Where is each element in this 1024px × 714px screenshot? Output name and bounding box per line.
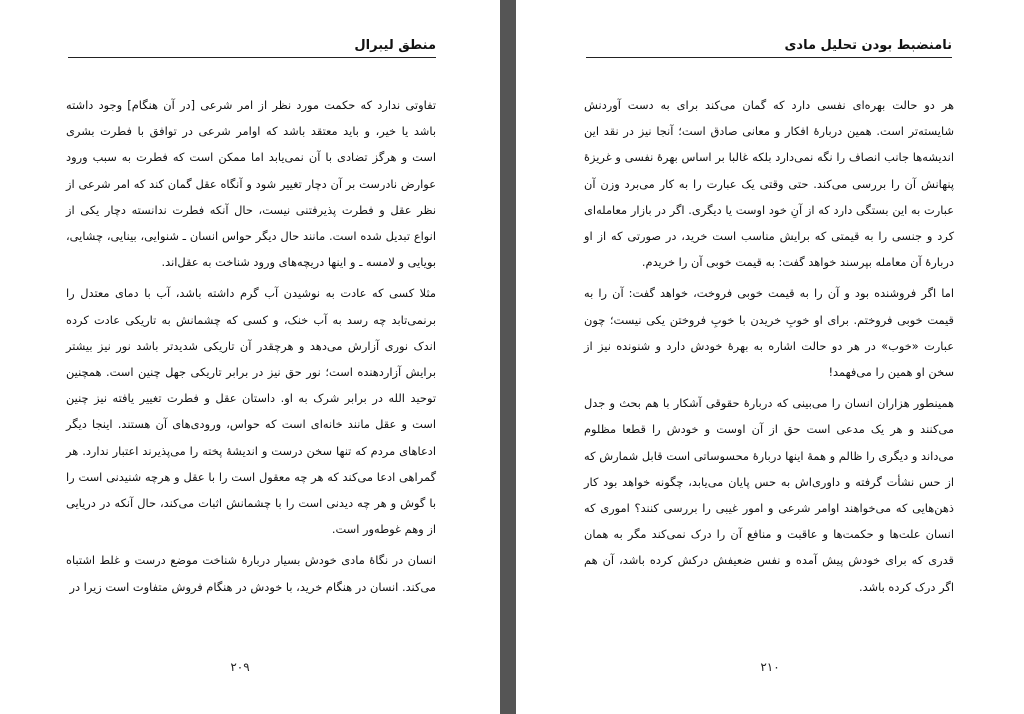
page-body: [66, 92, 436, 605]
paragraph: مثلا کسی که عادت به نوشیدن آب گرم داشته باشد، آب با دمای معتدل را برنمی‌تابد چه رسد به آب خنک، و کسی که چشمانش به تاریکی عادت کرده اندک نوری آزارش می‌دهد و هرچقدر آن تاریکی شدیدتر باشد نور نیز بیشتر برایش آزاردهنده است؛ نور حق نیز در برابر تاریکی جهل چنین است. همچنین توحید الله در برابر شرک به او. داستان عقل و فطرت تغییر یافته نیز چنین است و عقل مانند خانه‌ای است که حواس، ورودی‌های آن هستند. اینجا دیگر ادعاهای مردم که تنها سخن درست و اندیشهٔ پخته را می‌پذیرند اعتبار ندارد. هر گمراهی ادعا می‌کند که هر چه معقول است را با عقل و هرچه شنیدنی است را با گوش و هر چه دیدنی است را با چشمانش اثبات می‌کند، حال آنکه در دریایی از وهم غوطه‌ور است.: [66, 286, 436, 537]
running-header: نامنضبط بودن تحلیل مادی: [586, 38, 952, 58]
running-header: منطق لیبرال: [68, 38, 436, 58]
page-number: ۲۱۰: [760, 660, 780, 674]
book-page-left: [0, 0, 500, 714]
paragraph: انسان در نگاهٔ مادی خودش بسیار دربارهٔ شناخت موضع درست و غلط اشتباه می‌کند. انسان در هنگام خرید، با خودش در هنگام فروش متفاوت است زیرا در: [66, 553, 436, 594]
page-number: ۲۰۹: [230, 660, 250, 674]
paragraph: تفاوتی ندارد که حکمت مورد نظر از امر شرعی [در آن هنگام] وجود داشته باشد یا خیر، و باید معتقد باشد که اوامر شرعی در توافق با فطرت بشری است و هرگز تضادی با آن نمی‌یابد اما ممکن است که فطرت به سبب ورود عوارض نادرست بر آن دچار تغییر شود و آنگاه عقل گمان کند که امر شرعی از نظر عقل و فطرت پذیرفتنی نیست، حال آنکه فطرت ندانسته دچار یکی از انواع تبدیل شده است. مانند حال دیگر حواس انسان ـ شنوایی، بینایی، چشایی، بویایی و لامسه ـ و اینها دریچه‌های ورود شناخت به عقل‌اند.: [66, 98, 436, 270]
book-gutter: [500, 0, 516, 714]
book-page-right: [516, 0, 1024, 714]
paragraph: هر دو حالت بهره‌ای نفسی دارد که گمان می‌کند برای به دست آوردنش شایسته‌تر است. همین دربارهٔ افکار و معانی صادق است؛ آنجا نیز در نقد این اندیشه‌ها جانب انصاف را نگه نمی‌دارد بلکه غالبا بر اساس بهرهٔ نفسی و غریزهٔ پنهانش آن را بررسی می‌کند. حتی وقتی یک عبارت را به کار می‌برد وزن آن عبارت به این بستگی دارد که از آنِ خود اوست یا دیگری. اگر در بازار معامله‌ای کرد و جنسی را به قیمتی که برایش مناسب است خرید، در صورتی که از او دربارهٔ آن معامله بپرسند خواهد گفت: به قیمت خوبی آن را خریدم.: [584, 98, 954, 270]
paragraph: همینطور هزاران انسان را می‌بینی که دربارهٔ حقوقی آشکار با هم بحث و جدل می‌کنند و هر یک مدعی است حق از آن اوست و خودش را قطعا مظلوم می‌داند و دیگری را ظالم و همهٔ اینها دربارهٔ محسوساتی است قابل شمارش که از حس نشأت گرفته و داوری‌اش به حس پایان می‌یابد، چگونه خواهد بود کار ذهن‌هایی که می‌خواهند اوامر شرعی و امور غیبی را بررسی کنند؟ اموری که انسان علت‌ها و حکمت‌ها و عاقبت و منافع آن را درک نمی‌کند مگر به همان قدری که برای خودش پیش آمده و نفس ضعیفش درکش کرده باشد، آن هم اگر درک کرده باشد.: [584, 396, 954, 594]
page-body: [584, 92, 954, 605]
paragraph: اما اگر فروشنده بود و آن را به قیمت خوبی فروخت، خواهد گفت: آن را به قیمت خوبی فروختم. برای او خوبِ خریدن با خوبِ فروختن یکی نیست؛ چون عبارت «خوب» در هر دو حالت اشاره به بهرهٔ خودش دارد و شنونده نیز از سخن او همین را می‌فهمد!: [584, 286, 954, 380]
